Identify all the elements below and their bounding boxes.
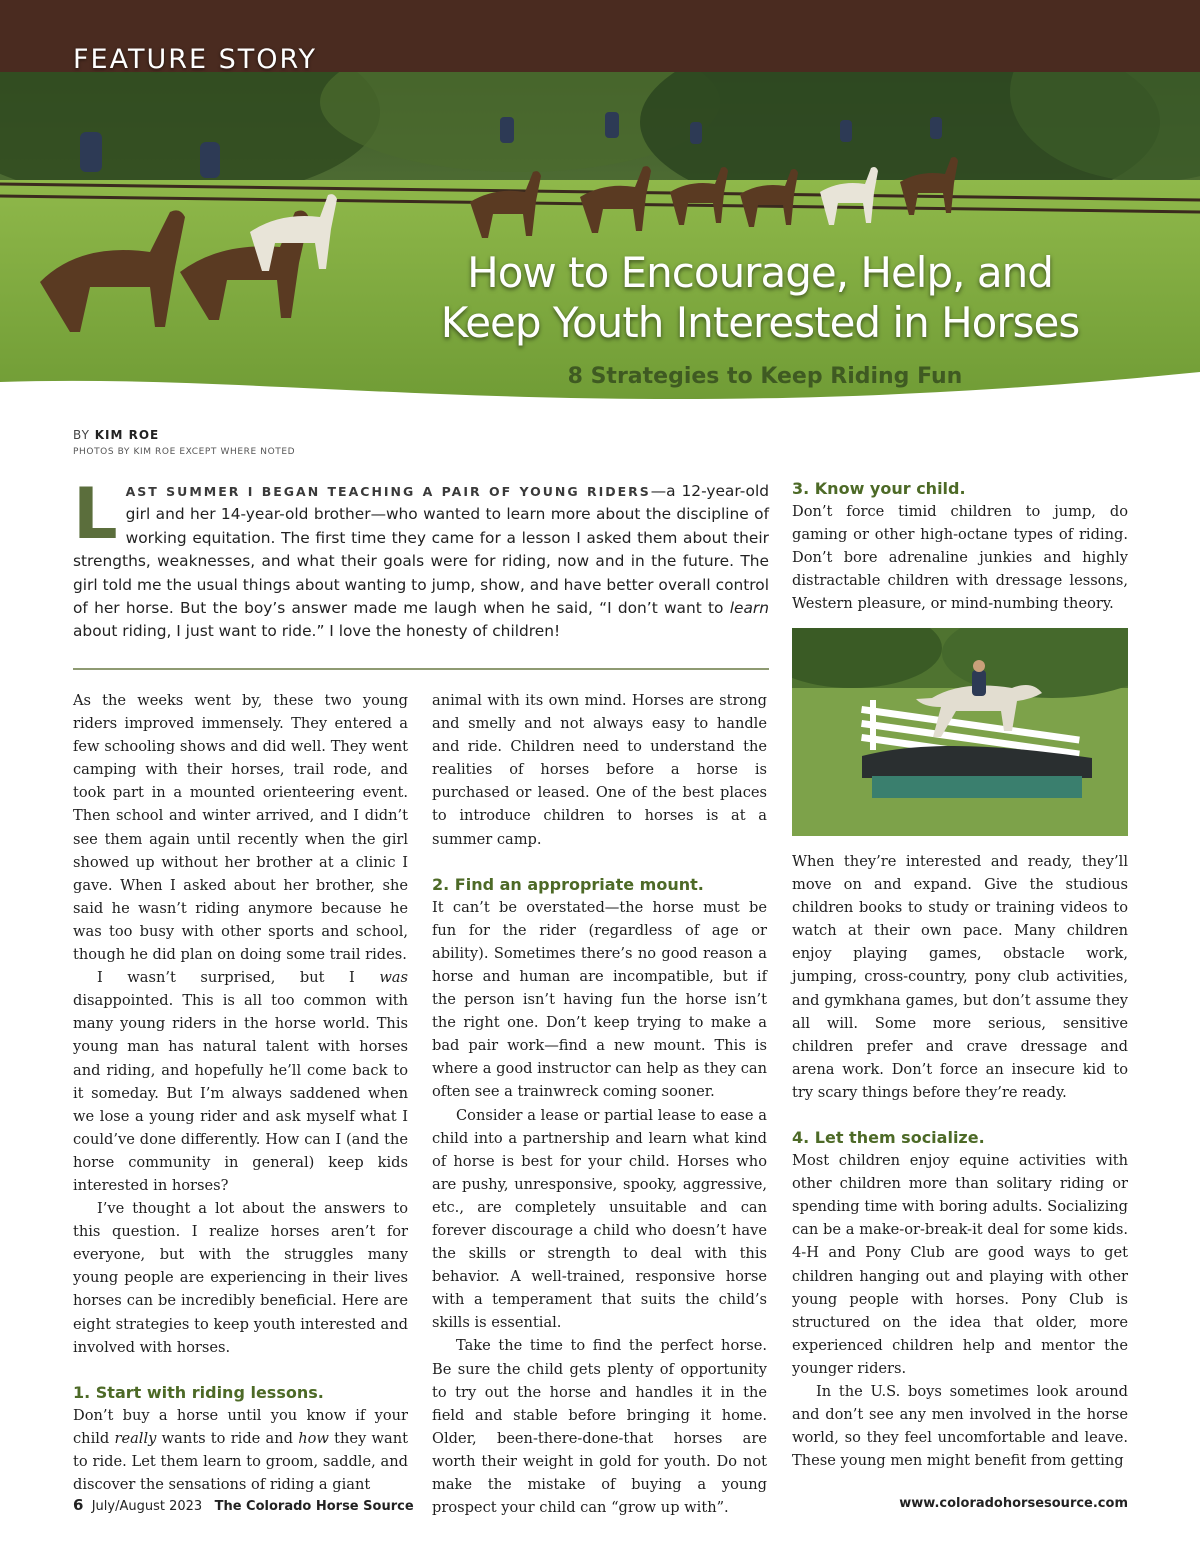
byline-by: BY (73, 428, 90, 442)
publication-url: www.coloradohorsesource.com (899, 1496, 1128, 1511)
photo-credit: PHOTOS BY KIM ROE EXCEPT WHERE NOTED (73, 447, 296, 457)
column-1 (73, 689, 408, 1496)
col1-p2-text-b: disappointed. This is all too common with many young riders in the horse world. This young man has natural talent with horses and riding, and hopefully he’ll come back to it someday. But I’m always saddened when we lose a young rider and ask myself what I could’ve done differently. How can I (and the horse community in general) keep kids interested in horses? (73, 992, 408, 1194)
section-kicker: FEATURE STORY (73, 44, 318, 75)
col1-p4-text-c: they want to ride. Let them learn to groom, saddle, and discover the sensations of riding a giant (73, 1429, 408, 1493)
footer-left (73, 1496, 414, 1514)
title-line-2: Keep Youth Interested in Horses (440, 298, 1080, 347)
col1-paragraph-4 (73, 1404, 408, 1496)
col1-p4-em-1: really (114, 1429, 157, 1447)
col1-p4-text-a: Don’t buy a horse until you know if your child (73, 1406, 408, 1447)
col3-paragraph-1: Don’t force timid children to jump, do gaming or other high-octane types of riding. Don’t bore adrenaline junkies and highly distractable children with dressage lessons, Western pleasure, or mind-numbing theory. (792, 503, 1128, 613)
col2-paragraph-3: Consider a lease or partial lease to ease a child into a partnership and learn what kind of horse is best for your child. Horses who are pushy, unresponsive, spooky, aggressive, etc., are completely unsuitable and can forever discourage a child who doesn’t have the skills or strength to deal with this behavior. A well-trained, responsive horse with a temperament that suits the child’s skills is essential. (432, 1106, 767, 1332)
article-subtitle: 8 Strategies to Keep Riding Fun (567, 364, 963, 389)
byline (73, 428, 159, 442)
col1-paragraph-1: As the weeks went by, these two young riders improved immensely. They entered a few schooling shows and did well. They went camping with their horses, trail rode, and took part in a mounted orienteering event. Then school and winter arrived, and I didn’t see them again until recently when the girl showed up without her brother at a clinic I gave. When I asked about her brother, she said he wasn’t riding anymore because he was too busy with other sports and school, though he did plan on doing some trail rides. (73, 692, 408, 964)
heading-strategy-3: 3. Know your child. (792, 479, 966, 498)
column-2 (432, 689, 767, 1519)
author-name: KIM ROE (94, 428, 160, 442)
column-3-bottom (792, 850, 1128, 1472)
article-title (330, 248, 1190, 348)
col2-paragraph-2: It can’t be overstated—the horse must be fun for the rider (regardless of age or ability). Sometimes there’s no good reason a horse and human are incompatible, but if the person isn’t having fun the horse isn’t the right one. Don’t keep trying to make a bad pair work—find a new mount. This is where a good instructor can help as they can often see a trainwreck coming sooner. (432, 898, 767, 1101)
heading-strategy-2: 2. Find an appropriate mount. (432, 874, 704, 894)
issue-date: July/August 2023 (91, 1499, 203, 1514)
title-line-1: How to Encourage, Help, and (467, 248, 1053, 297)
col3-paragraph-3: Most children enjoy equine activities with other children more than solitary riding or spending time with boring adults. Socializing can be a make-or-break-it deal for some kids. 4-H and Pony Club are good ways to get children hanging out and playing with other young people with horses. Pony Club is structured on the idea that older, more experienced children help and mentor the younger riders. (792, 1152, 1128, 1377)
col1-paragraph-2 (73, 966, 408, 1197)
col1-p2-text-a: I wasn’t surprised, but I (97, 969, 380, 987)
intro-text-a: —a 12-year-old girl and her 14-year-old brother—who wanted to learn more about the discipline of working equitation. The first time they came for a lesson I asked them about their strengths, weaknesses, and what their goals were for riding, now and in the future. The girl told me the usual things about wanting to jump, show, and have better overall control of her horse. But the boy’s answer made me laugh when he said, “I don’t want to (73, 482, 769, 618)
col3-paragraph-4: In the U.S. boys sometimes look around and don’t see any men involved in the horse world, so they feel uncomfortable and leave. These young men might benefit from getting (792, 1382, 1128, 1470)
col2-paragraph-4: Take the time to find the perfect horse. Be sure the child gets plenty of opportunity to try out the horse and handles it in the field and stable before bringing it home. Older, been-there-done-that horses are worth their weight in gold for youth. Do not make the mistake of buying a young prospect your child can “grow up with”. (432, 1337, 767, 1517)
heading-strategy-4: 4. Let them socialize. (792, 1128, 985, 1148)
col3-paragraph-2: When they’re interested and ready, they’ll move on and expand. Give the studious children books to study or training videos to watch at their own pace. Many children enjoy playing games, obstacle work, jumping, cross-country, pony club activities, and gymkhana games, but don’t assume they all will. Some more serious, sensitive children prefer and crave dressage and arena work. Don’t force an insecure kid to try scary things before they’re ready. (792, 853, 1128, 1101)
col2-paragraph-1: animal with its own mind. Horses are strong and smelly and not always easy to handle and ride. Children need to understand the realities of horses before a horse is purchased or leased. One of the best places to introduce children to horses is at a summer camp. (432, 692, 767, 848)
intro-lead-in: AST SUMMER I BEGAN TEACHING A PAIR OF YOUNG RIDERS (125, 484, 651, 499)
intro-paragraph (73, 473, 769, 644)
intro-text-b: about riding, I just want to ride.” I love the honesty of children! (73, 622, 561, 641)
intro-divider (73, 668, 769, 670)
col1-p4-em-2: how (298, 1429, 329, 1447)
col1-p2-em: was (379, 969, 408, 987)
page-number: 6 (73, 1496, 84, 1514)
col1-paragraph-3: I’ve thought a lot about the answers to this question. I realize horses aren’t for everyone, but with the struggles many young people are experiencing in their lives horses can be incredibly beneficial. Here are eight strategies to keep youth interested and involved with horses. (73, 1200, 408, 1356)
col1-p4-text-b: wants to ride and (156, 1429, 299, 1447)
publication-name: The Colorado Horse Source (214, 1499, 414, 1514)
heading-strategy-1: 1. Start with riding lessons. (73, 1382, 324, 1402)
intro-text-em: learn (729, 599, 769, 618)
drop-cap: L (73, 473, 118, 555)
column-3-top (792, 478, 1128, 615)
jumping-photo (792, 628, 1128, 836)
